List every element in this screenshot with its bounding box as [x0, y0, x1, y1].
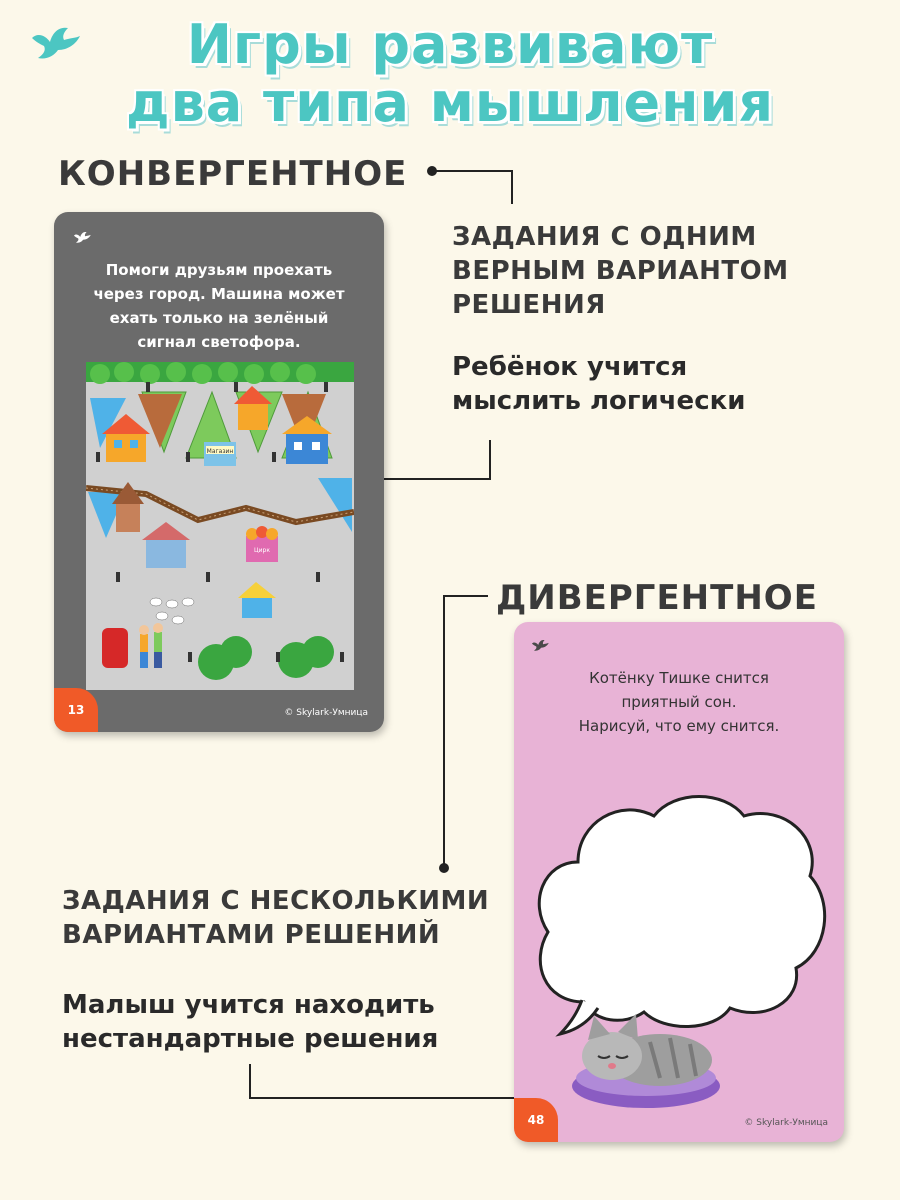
convergent-result-line: Ребёнок учится [452, 352, 688, 382]
page-title: Игры развивают [186, 13, 714, 76]
card-text-line: сигнал светофора. [137, 333, 301, 351]
svg-text:Магазин: Магазин [206, 448, 234, 455]
convergent-result [452, 350, 745, 418]
page-number-badge: 13 [54, 688, 98, 732]
svg-text:Цирк: Цирк [254, 547, 270, 554]
divergent-result [62, 988, 438, 1056]
convergent-desc-line: ЗАДАНИЯ С ОДНИМ [452, 222, 757, 252]
card-text-line: Нарисуй, что ему снится. [578, 717, 780, 735]
shop [204, 442, 236, 466]
sleeping-cat-illustration [550, 998, 730, 1118]
page-subtitle: два типа мышления [125, 71, 775, 134]
divergent-result-line: нестандартные решения [62, 1024, 439, 1054]
city-map-illustration [86, 362, 354, 690]
card-text-line: Помоги друзьям проехать [105, 261, 333, 279]
page-number-badge: 48 [514, 1098, 558, 1142]
card-text-line: через город. Машина может [93, 285, 345, 303]
convergent-desc-line: РЕШЕНИЯ [452, 290, 606, 320]
convergent-task-card [54, 212, 384, 732]
bird-icon [530, 638, 550, 652]
card-copyright: © Skylark-Умница [744, 1118, 828, 1128]
card-text-line: Котёнку Тишке снится [589, 669, 769, 687]
circus [246, 526, 278, 562]
card-text-line: ехать только на зелёный [109, 309, 329, 327]
divergent-description [62, 884, 489, 952]
divergent-result-line: Малыш учится находить [62, 990, 435, 1020]
convergent-description [452, 220, 789, 322]
card-text-line: приятный сон. [621, 693, 737, 711]
convergent-result-line: мыслить логически [452, 386, 746, 416]
card-copyright: © Skylark-Умница [284, 708, 368, 718]
car [102, 628, 128, 668]
divergent-task-card [514, 622, 844, 1142]
divergent-heading: ДИВЕРГЕНТНОЕ [496, 578, 818, 618]
convergent-card-text [54, 258, 384, 354]
divergent-desc-line: ЗАДАНИЯ С НЕСКОЛЬКИМИ [62, 886, 490, 916]
divergent-desc-line: ВАРИАНТАМИ РЕШЕНИЙ [62, 920, 441, 950]
bird-icon [72, 230, 92, 244]
convergent-desc-line: ВЕРНЫМ ВАРИАНТОМ [452, 256, 789, 286]
convergent-heading: КОНВЕРГЕНТНОЕ [58, 154, 408, 194]
divergent-card-text [514, 666, 844, 738]
